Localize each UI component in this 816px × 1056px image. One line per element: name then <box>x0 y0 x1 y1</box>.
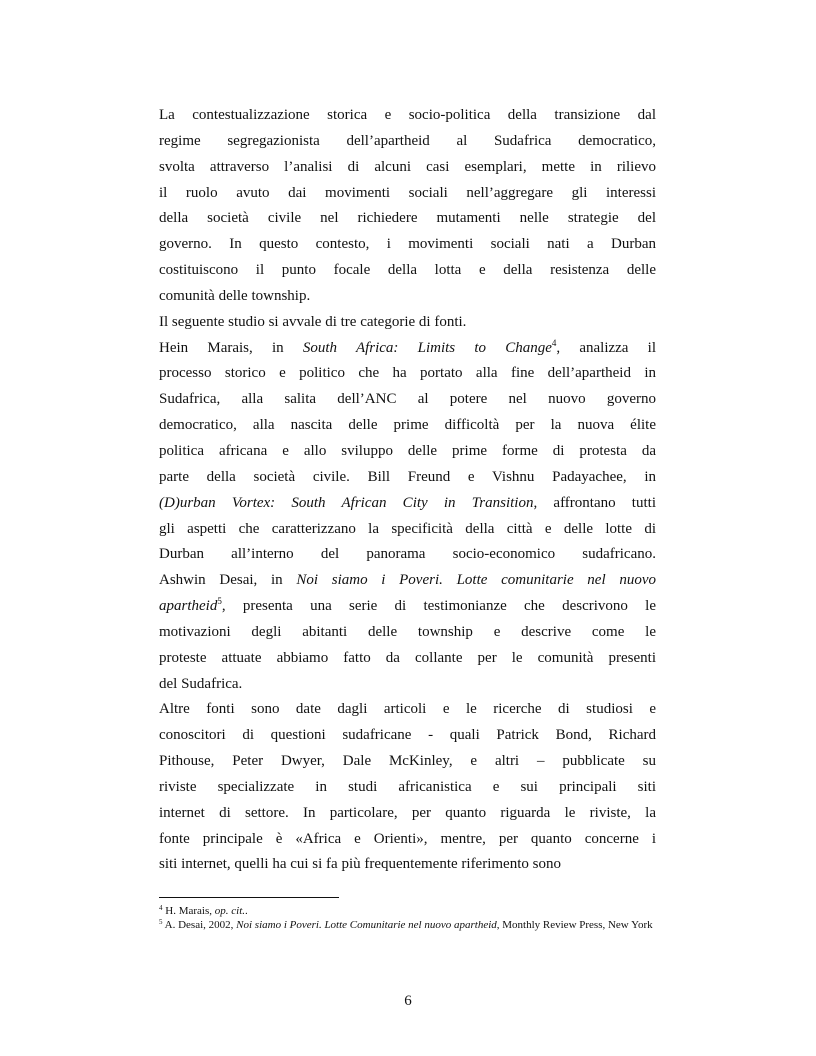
text-run: La contestualizzazione storica e socio-politica della transizione dal <box>159 107 656 123</box>
footnote <box>159 904 656 918</box>
text-line <box>159 594 656 620</box>
text-line <box>159 284 656 310</box>
text-run: , affrontano tutti <box>533 494 656 511</box>
text-line <box>159 181 656 207</box>
text-run: proteste attuate abbiamo fatto da collante per le comunità presenti <box>159 649 656 666</box>
footnote-reference: 5 <box>217 596 222 607</box>
text-run: politica africana e allo sviluppo delle prime forme di protesta da <box>159 442 656 459</box>
text-line <box>159 413 656 439</box>
text-run: gli aspetti che caratterizzano la specificità della città e delle lotte di <box>159 520 656 537</box>
footnote-reference: 4 <box>551 337 557 348</box>
text-line <box>159 517 656 543</box>
text-run: . <box>245 905 248 917</box>
italic-title: apartheid <box>159 598 218 615</box>
text-run: comunità delle township. <box>159 287 311 304</box>
text-run: svolta attraverso l’analisi di alcuni casi esemplari, mette in rilievo <box>159 158 656 175</box>
text-line <box>159 336 656 362</box>
text-line <box>159 542 656 568</box>
text-line <box>159 723 656 749</box>
page-number: 6 <box>404 993 412 1009</box>
text-run: il ruolo avuto dai movimenti sociali nell’aggregare gli interessi <box>159 184 656 201</box>
text-run: democratico, alla nascita delle prime difficoltà per la nuova élite <box>159 417 656 434</box>
text-run: motivazioni degli abitanti delle township e descrive come le <box>159 623 656 640</box>
text-run: regime segregazionista dell’apartheid al Sudafrica democratico, <box>159 132 656 149</box>
text-run: Altre fonti sono date dagli articoli e le ricerche di studiosi e <box>159 701 656 718</box>
text-run: processo storico e politico che ha portato alla fine dell’apartheid in <box>159 365 656 382</box>
text-run: governo. In questo contesto, i movimenti sociali nati a Durban <box>159 236 656 253</box>
text-run: A. Desai, 2002, <box>162 919 237 931</box>
body-text <box>159 103 656 878</box>
text-run: Hein Marais, in <box>159 339 303 356</box>
footnote-reference: 4 <box>159 904 163 912</box>
footnote <box>159 918 656 932</box>
text-run: , analizza il <box>556 339 657 356</box>
text-run: Sudafrica, alla salita dell’ANC al potere nel nuovo governo <box>159 391 656 408</box>
text-run: parte della società civile. Bill Freund e Vishnu Padayachee, in <box>159 468 656 485</box>
text-line <box>159 775 656 801</box>
text-line <box>159 646 656 672</box>
text-run: conoscitori di questioni sudafricane - quali Patrick Bond, Richard <box>159 727 656 744</box>
text-line <box>159 103 656 129</box>
italic-title: South Africa: Limits to Change <box>302 339 552 356</box>
italic-title: Noi siamo i Poveri. Lotte comunitarie nel nuovo <box>296 572 656 589</box>
italic-title: Noi siamo i Poveri. Lotte Comunitarie nel nuovo apartheid <box>236 919 497 931</box>
footnote-reference: 5 <box>159 918 163 926</box>
text-run: del Sudafrica. <box>159 675 243 692</box>
footnote-separator <box>159 897 339 898</box>
text-run: H. Marais, <box>162 905 215 917</box>
text-run: della società civile nel richiedere mutamenti nelle strategie del <box>159 210 656 227</box>
text-line <box>159 491 656 517</box>
text-run: internet di settore. In particolare, per quanto riguarda le riviste, la <box>159 804 656 821</box>
text-line <box>159 749 656 775</box>
text-run: siti internet, quelli ha cui si fa più frequentemente riferimento sono <box>159 856 561 873</box>
text-line <box>159 129 656 155</box>
text-line <box>159 155 656 181</box>
text-line <box>159 206 656 232</box>
text-line <box>159 439 656 465</box>
text-run: Pithouse, Peter Dwyer, Dale McKinley, e altri – pubblicate su <box>159 753 656 770</box>
text-line <box>159 852 656 878</box>
text-line <box>159 310 656 336</box>
text-run: , Monthly Review Press, New York <box>496 919 653 931</box>
italic-title: (D)urban Vortex: South African City in Transition <box>159 494 534 511</box>
text-line <box>159 672 656 698</box>
text-line <box>159 697 656 723</box>
text-run: Ashwin Desai, in <box>159 572 297 589</box>
italic-title: op. cit. <box>214 905 245 917</box>
text-run: Il seguente studio si avvale di tre categorie di fonti. <box>159 313 467 330</box>
text-line <box>159 258 656 284</box>
paragraph <box>159 697 656 878</box>
text-run: fonte principale è «Africa e Orienti», mentre, per quanto concerne i <box>159 830 656 847</box>
text-line <box>159 568 656 594</box>
text-line <box>159 620 656 646</box>
footnotes <box>159 904 656 932</box>
text-line <box>159 465 656 491</box>
text-run: riviste specializzate in studi africanistica e sui principali siti <box>159 778 656 795</box>
text-run: , presenta una serie di testimonianze che descrivono le <box>221 598 656 615</box>
paragraph <box>159 103 656 310</box>
text-run: Durban all’interno del panorama socio-economico sudafricano. <box>159 546 656 563</box>
paragraph <box>159 310 656 336</box>
text-line <box>159 801 656 827</box>
text-line <box>159 827 656 853</box>
text-line <box>159 232 656 258</box>
text-run: costituiscono il punto focale della lotta e della resistenza delle <box>159 262 656 279</box>
text-line <box>159 361 656 387</box>
paragraph <box>159 336 656 698</box>
text-line <box>159 387 656 413</box>
